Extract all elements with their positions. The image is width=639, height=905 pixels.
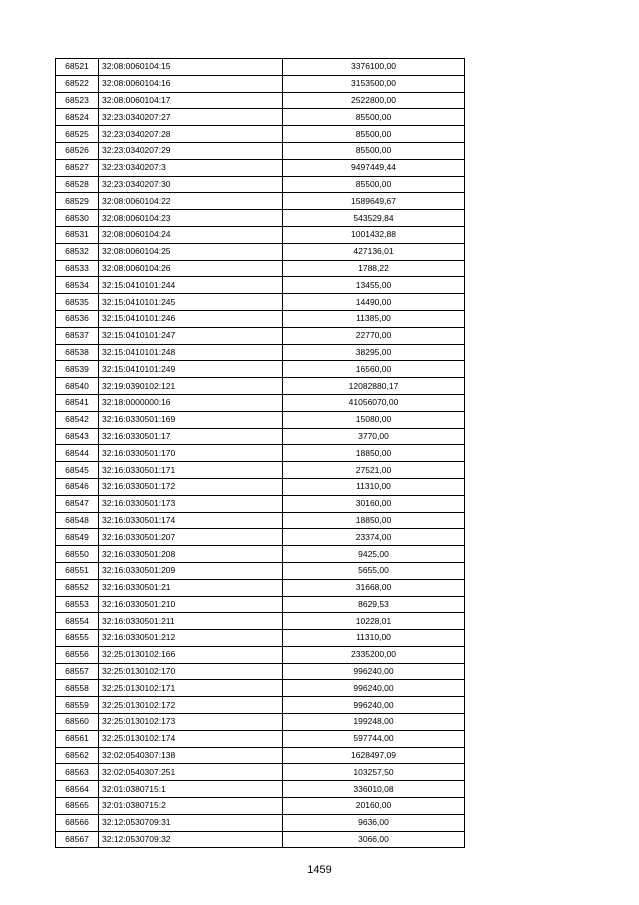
table-row xyxy=(56,411,465,428)
table-row xyxy=(56,462,465,479)
cadastral-number-cell: 32:16:0330501:169 xyxy=(99,411,283,428)
row-number-cell: 68542 xyxy=(56,411,99,428)
value-cell: 336010,08 xyxy=(283,781,465,798)
table-row xyxy=(56,394,465,411)
row-number-cell: 68527 xyxy=(56,159,99,176)
value-cell: 20160,00 xyxy=(283,798,465,815)
value-cell: 31668,00 xyxy=(283,579,465,596)
cadastral-number-cell: 32:25:0130102:166 xyxy=(99,646,283,663)
value-cell: 8629,53 xyxy=(283,596,465,613)
table-row xyxy=(56,75,465,92)
cadastral-number-cell: 32:08:0060104:22 xyxy=(99,193,283,210)
row-number-cell: 68555 xyxy=(56,630,99,647)
row-number-cell: 68559 xyxy=(56,697,99,714)
row-number-cell: 68565 xyxy=(56,798,99,815)
value-cell: 30160,00 xyxy=(283,495,465,512)
cadastral-number-cell: 32:15:0410101:246 xyxy=(99,310,283,327)
table-row xyxy=(56,159,465,176)
row-number-cell: 68524 xyxy=(56,109,99,126)
cadastral-number-cell: 32:16:0330501:208 xyxy=(99,546,283,563)
cadastral-number-cell: 32:25:0130102:170 xyxy=(99,663,283,680)
table-row xyxy=(56,495,465,512)
value-cell: 2335200,00 xyxy=(283,646,465,663)
table-row xyxy=(56,562,465,579)
row-number-cell: 68539 xyxy=(56,361,99,378)
row-number-cell: 68543 xyxy=(56,428,99,445)
value-cell: 18850,00 xyxy=(283,512,465,529)
table-row xyxy=(56,630,465,647)
value-cell: 9636,00 xyxy=(283,814,465,831)
table-row xyxy=(56,176,465,193)
row-number-cell: 68563 xyxy=(56,764,99,781)
cadastral-number-cell: 32:16:0330501:212 xyxy=(99,630,283,647)
row-number-cell: 68536 xyxy=(56,310,99,327)
table-row xyxy=(56,680,465,697)
table-row xyxy=(56,260,465,277)
value-cell: 597744,00 xyxy=(283,730,465,747)
value-cell: 13455,00 xyxy=(283,277,465,294)
row-number-cell: 68557 xyxy=(56,663,99,680)
row-number-cell: 68529 xyxy=(56,193,99,210)
value-cell: 14490,00 xyxy=(283,294,465,311)
table-row xyxy=(56,226,465,243)
table-row xyxy=(56,529,465,546)
table-row xyxy=(56,126,465,143)
table-row xyxy=(56,344,465,361)
value-cell: 3153500,00 xyxy=(283,75,465,92)
cadastral-number-cell: 32:16:0330501:17 xyxy=(99,428,283,445)
value-cell: 427136,01 xyxy=(283,243,465,260)
value-cell: 38295,00 xyxy=(283,344,465,361)
value-cell: 2522800,00 xyxy=(283,92,465,109)
cadastral-number-cell: 32:16:0330501:173 xyxy=(99,495,283,512)
value-cell: 1001432,88 xyxy=(283,226,465,243)
value-cell: 11310,00 xyxy=(283,630,465,647)
value-cell: 85500,00 xyxy=(283,176,465,193)
table-row xyxy=(56,697,465,714)
cadastral-number-cell: 32:15:0410101:245 xyxy=(99,294,283,311)
cadastral-number-cell: 32:25:0130102:172 xyxy=(99,697,283,714)
row-number-cell: 68561 xyxy=(56,730,99,747)
table-body xyxy=(56,59,465,848)
cadastral-number-cell: 32:08:0060104:17 xyxy=(99,92,283,109)
row-number-cell: 68544 xyxy=(56,445,99,462)
table-row xyxy=(56,59,465,76)
table-row xyxy=(56,747,465,764)
row-number-cell: 68548 xyxy=(56,512,99,529)
page-number: 1459 xyxy=(307,864,332,876)
cadastral-number-cell: 32:23:0340207:29 xyxy=(99,142,283,159)
row-number-cell: 68541 xyxy=(56,394,99,411)
value-cell: 996240,00 xyxy=(283,697,465,714)
value-cell: 5655,00 xyxy=(283,562,465,579)
value-cell: 543529,84 xyxy=(283,210,465,227)
table-row xyxy=(56,831,465,848)
value-cell: 16560,00 xyxy=(283,361,465,378)
value-cell: 996240,00 xyxy=(283,663,465,680)
row-number-cell: 68522 xyxy=(56,75,99,92)
cadastral-number-cell: 32:08:0060104:25 xyxy=(99,243,283,260)
value-cell: 1788,22 xyxy=(283,260,465,277)
cadastral-number-cell: 32:23:0340207:27 xyxy=(99,109,283,126)
table-row xyxy=(56,478,465,495)
value-cell: 27521,00 xyxy=(283,462,465,479)
value-cell: 199248,00 xyxy=(283,714,465,731)
table-row xyxy=(56,781,465,798)
cadastral-number-cell: 32:08:0060104:24 xyxy=(99,226,283,243)
row-number-cell: 68523 xyxy=(56,92,99,109)
value-cell: 996240,00 xyxy=(283,680,465,697)
value-cell: 22770,00 xyxy=(283,327,465,344)
value-cell: 1589649,67 xyxy=(283,193,465,210)
table-row xyxy=(56,277,465,294)
table-row xyxy=(56,327,465,344)
cadastral-number-cell: 32:16:0330501:21 xyxy=(99,579,283,596)
row-number-cell: 68525 xyxy=(56,126,99,143)
row-number-cell: 68528 xyxy=(56,176,99,193)
table-row xyxy=(56,798,465,815)
table-row xyxy=(56,730,465,747)
cadastral-number-cell: 32:16:0330501:209 xyxy=(99,562,283,579)
table-row xyxy=(56,445,465,462)
row-number-cell: 68551 xyxy=(56,562,99,579)
table-row xyxy=(56,142,465,159)
cadastral-number-cell: 32:15:0410101:244 xyxy=(99,277,283,294)
row-number-cell: 68545 xyxy=(56,462,99,479)
value-cell: 12082880,17 xyxy=(283,378,465,395)
row-number-cell: 68549 xyxy=(56,529,99,546)
table-row xyxy=(56,310,465,327)
cadastral-number-cell: 32:02:0540307:138 xyxy=(99,747,283,764)
row-number-cell: 68552 xyxy=(56,579,99,596)
value-cell: 41056070,00 xyxy=(283,394,465,411)
value-cell: 18850,00 xyxy=(283,445,465,462)
value-cell: 10228,01 xyxy=(283,613,465,630)
cadastral-value-table xyxy=(55,58,465,848)
value-cell: 3376100,00 xyxy=(283,59,465,76)
table-row xyxy=(56,613,465,630)
table-row xyxy=(56,210,465,227)
cadastral-number-cell: 32:23:0340207:30 xyxy=(99,176,283,193)
cadastral-number-cell: 32:16:0330501:207 xyxy=(99,529,283,546)
table-row xyxy=(56,109,465,126)
table-row xyxy=(56,243,465,260)
table-row xyxy=(56,814,465,831)
row-number-cell: 68550 xyxy=(56,546,99,563)
table-row xyxy=(56,512,465,529)
table-row xyxy=(56,92,465,109)
table-row xyxy=(56,663,465,680)
value-cell: 23374,00 xyxy=(283,529,465,546)
value-cell: 1628497,09 xyxy=(283,747,465,764)
cadastral-number-cell: 32:15:0410101:248 xyxy=(99,344,283,361)
cadastral-number-cell: 32:16:0330501:172 xyxy=(99,478,283,495)
cadastral-number-cell: 32:25:0130102:173 xyxy=(99,714,283,731)
cadastral-number-cell: 32:16:0330501:211 xyxy=(99,613,283,630)
cadastral-number-cell: 32:12:0530709:31 xyxy=(99,814,283,831)
row-number-cell: 68546 xyxy=(56,478,99,495)
row-number-cell: 68532 xyxy=(56,243,99,260)
row-number-cell: 68533 xyxy=(56,260,99,277)
cadastral-number-cell: 32:08:0060104:15 xyxy=(99,59,283,76)
row-number-cell: 68567 xyxy=(56,831,99,848)
row-number-cell: 68535 xyxy=(56,294,99,311)
table-row xyxy=(56,579,465,596)
cadastral-number-cell: 32:08:0060104:16 xyxy=(99,75,283,92)
row-number-cell: 68560 xyxy=(56,714,99,731)
row-number-cell: 68534 xyxy=(56,277,99,294)
value-cell: 11310,00 xyxy=(283,478,465,495)
value-cell: 85500,00 xyxy=(283,126,465,143)
value-cell: 3066,00 xyxy=(283,831,465,848)
row-number-cell: 68554 xyxy=(56,613,99,630)
table-row xyxy=(56,596,465,613)
table-row xyxy=(56,361,465,378)
value-cell: 11385,00 xyxy=(283,310,465,327)
table-row xyxy=(56,428,465,445)
row-number-cell: 68526 xyxy=(56,142,99,159)
row-number-cell: 68530 xyxy=(56,210,99,227)
table-row xyxy=(56,294,465,311)
row-number-cell: 68558 xyxy=(56,680,99,697)
cadastral-number-cell: 32:01:0380715:1 xyxy=(99,781,283,798)
row-number-cell: 68538 xyxy=(56,344,99,361)
table-row xyxy=(56,193,465,210)
row-number-cell: 68556 xyxy=(56,646,99,663)
value-cell: 9497449,44 xyxy=(283,159,465,176)
cadastral-number-cell: 32:12:0530709:32 xyxy=(99,831,283,848)
cadastral-number-cell: 32:16:0330501:174 xyxy=(99,512,283,529)
cadastral-number-cell: 32:25:0130102:171 xyxy=(99,680,283,697)
table-row xyxy=(56,714,465,731)
cadastral-number-cell: 32:01:0380715:2 xyxy=(99,798,283,815)
table-row xyxy=(56,378,465,395)
cadastral-number-cell: 32:23:0340207:28 xyxy=(99,126,283,143)
cadastral-number-cell: 32:15:0410101:249 xyxy=(99,361,283,378)
cadastral-number-cell: 32:23:0340207:3 xyxy=(99,159,283,176)
cadastral-number-cell: 32:08:0060104:26 xyxy=(99,260,283,277)
row-number-cell: 68540 xyxy=(56,378,99,395)
value-cell: 85500,00 xyxy=(283,142,465,159)
cadastral-number-cell: 32:25:0130102:174 xyxy=(99,730,283,747)
cadastral-number-cell: 32:19:0390102:121 xyxy=(99,378,283,395)
row-number-cell: 68531 xyxy=(56,226,99,243)
row-number-cell: 68553 xyxy=(56,596,99,613)
cadastral-number-cell: 32:15:0410101:247 xyxy=(99,327,283,344)
table-row xyxy=(56,546,465,563)
cadastral-number-cell: 32:16:0330501:171 xyxy=(99,462,283,479)
cadastral-number-cell: 32:16:0330501:210 xyxy=(99,596,283,613)
cadastral-number-cell: 32:08:0060104:23 xyxy=(99,210,283,227)
value-cell: 103257,50 xyxy=(283,764,465,781)
row-number-cell: 68521 xyxy=(56,59,99,76)
table-row xyxy=(56,646,465,663)
row-number-cell: 68566 xyxy=(56,814,99,831)
cadastral-number-cell: 32:18:0000000:16 xyxy=(99,394,283,411)
value-cell: 15080,00 xyxy=(283,411,465,428)
value-cell: 85500,00 xyxy=(283,109,465,126)
table-row xyxy=(56,764,465,781)
row-number-cell: 68537 xyxy=(56,327,99,344)
cadastral-number-cell: 32:02:0540307:251 xyxy=(99,764,283,781)
row-number-cell: 68562 xyxy=(56,747,99,764)
row-number-cell: 68547 xyxy=(56,495,99,512)
value-cell: 9425,00 xyxy=(283,546,465,563)
row-number-cell: 68564 xyxy=(56,781,99,798)
value-cell: 3770,00 xyxy=(283,428,465,445)
cadastral-number-cell: 32:16:0330501:170 xyxy=(99,445,283,462)
